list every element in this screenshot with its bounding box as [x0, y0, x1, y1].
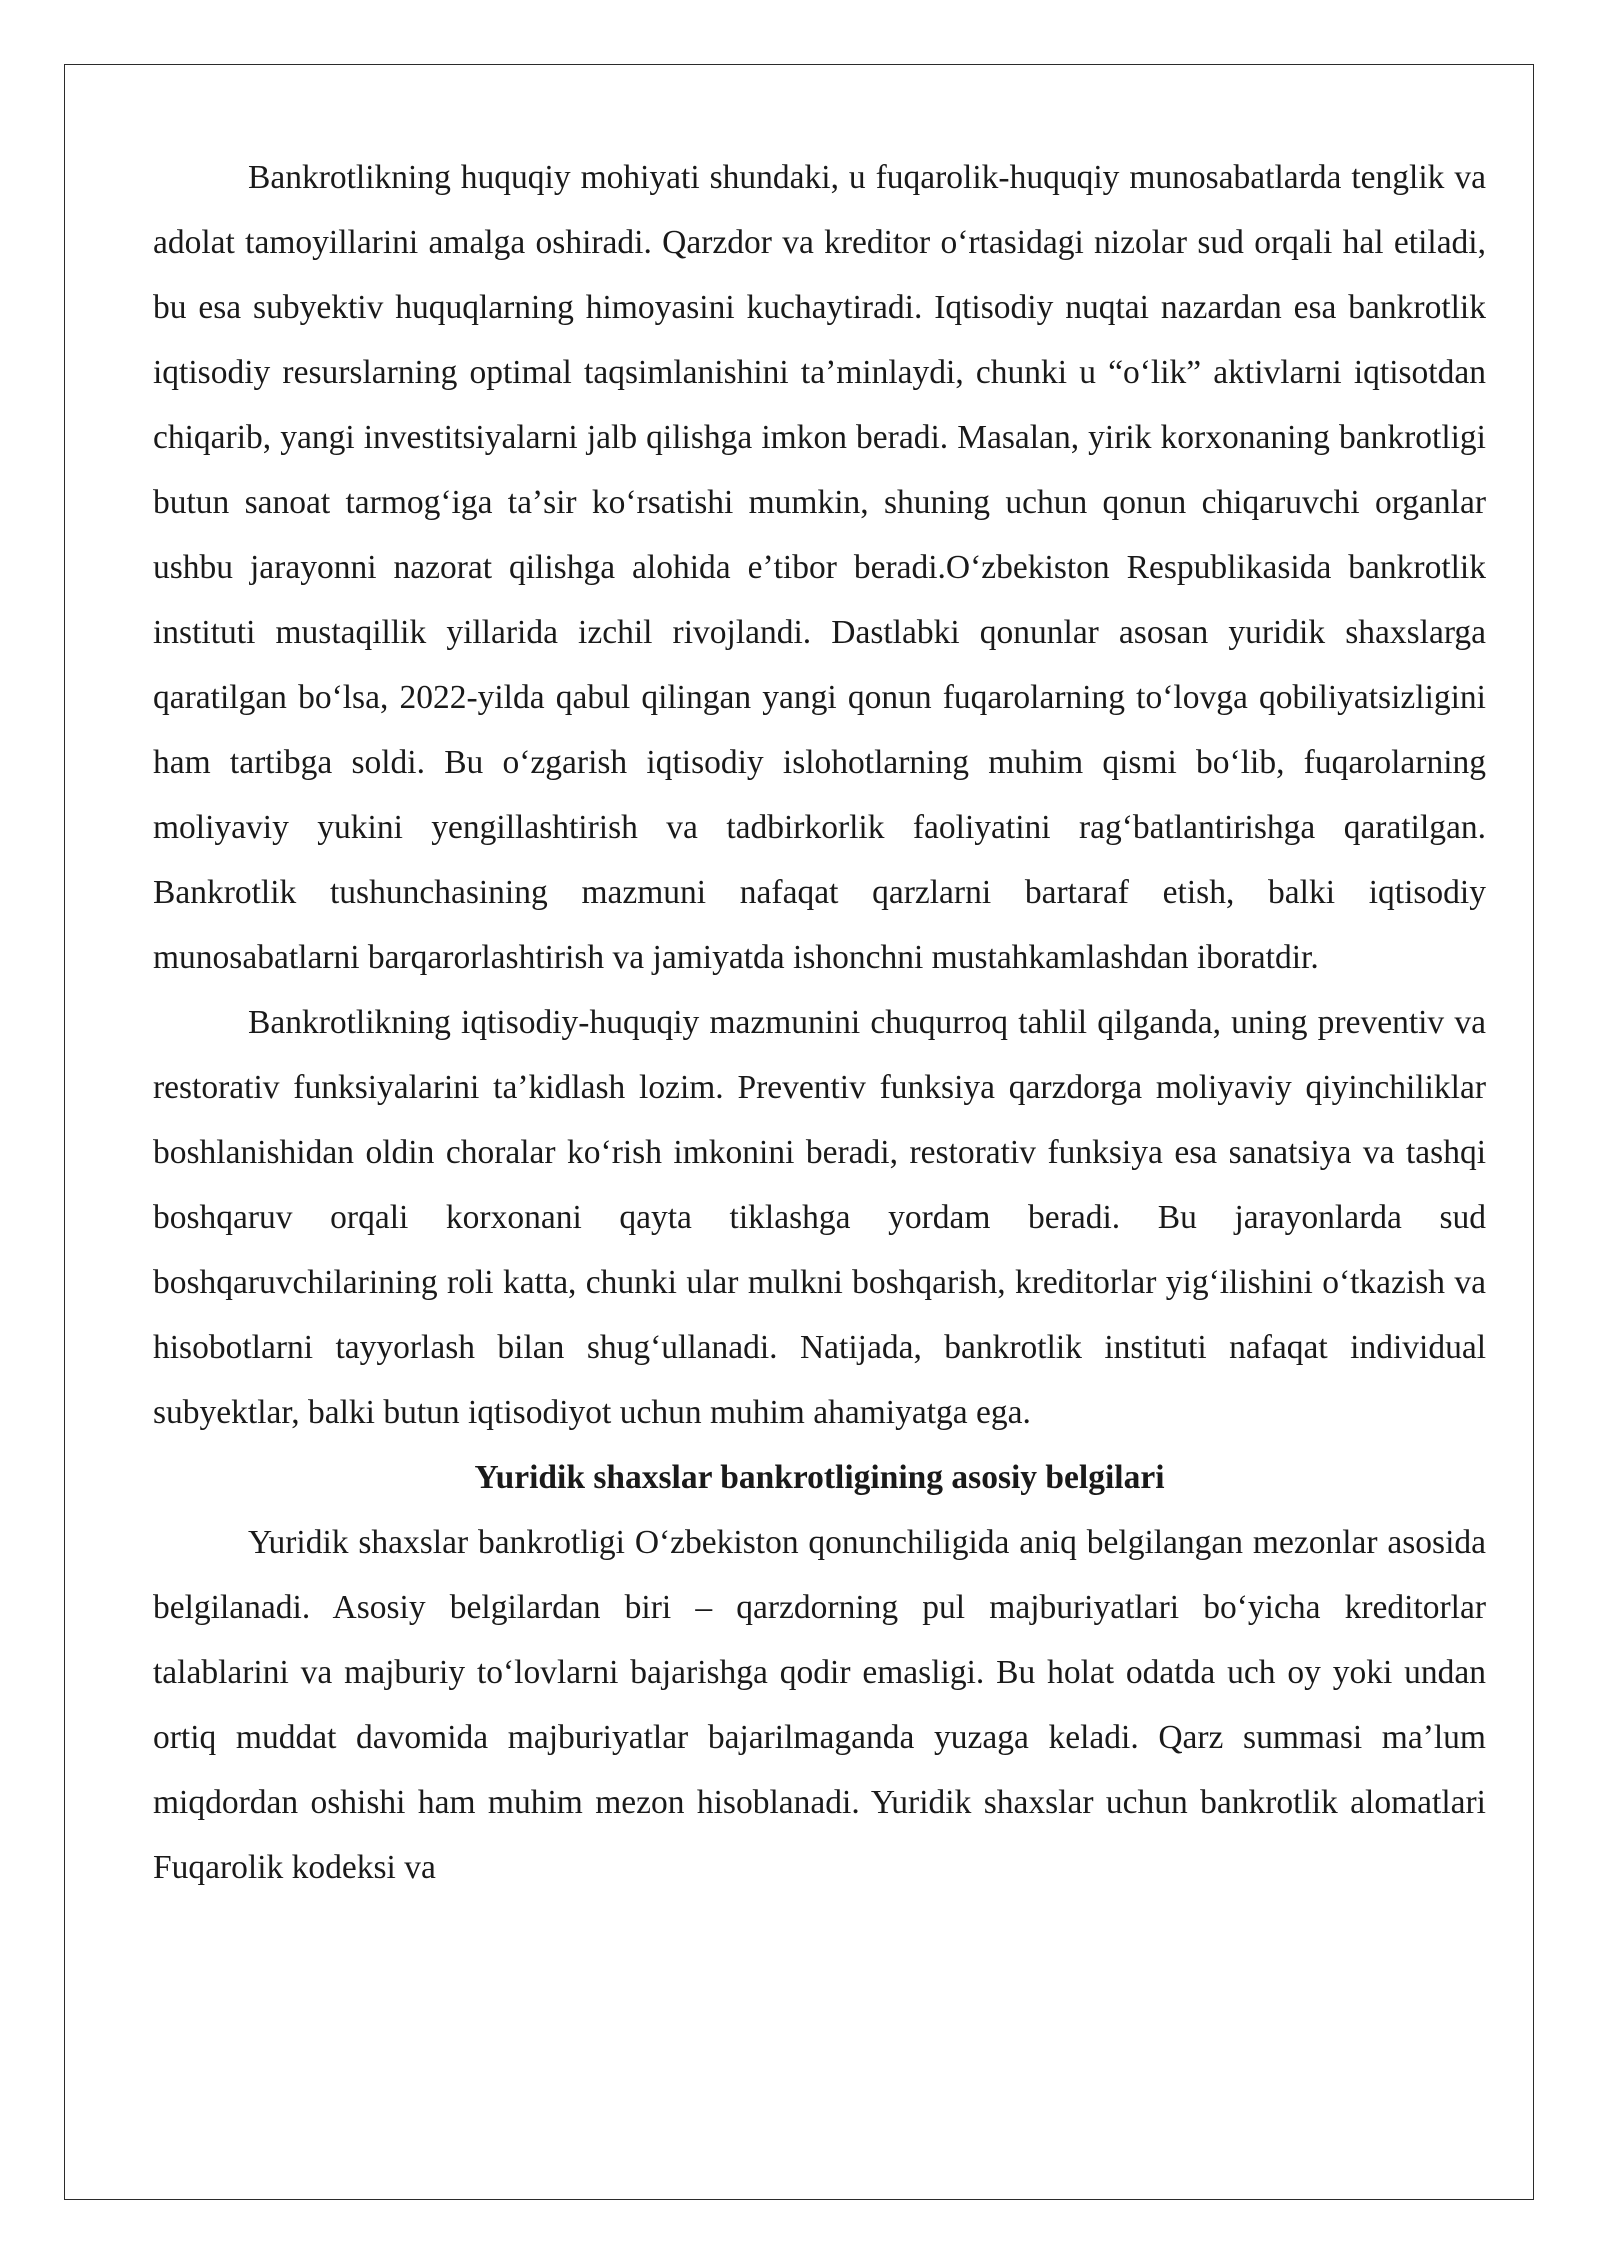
body-paragraph-2: Bankrotlikning iqtisodiy-huquqiy mazmunini chuqurroq tahlil qilganda, uning preventiv va restorativ funksiyalarini taʼkidlash lozim. Preventiv funksiya qarzdorga moliyaviy qiyinchiliklar boshlanishidan oldin choralar koʻrish imkonini beradi, restorativ funksiya esa sanatsiya va tashqi boshqaruv orqali korxonani qayta tiklashga yordam beradi. Bu jarayonlarda sud boshqaruvchilarining roli katta, chunki ular mulkni boshqarish, kreditorlar yigʻilishini oʻtkazish va hisobotlarni tayyorlash bilan shugʻullanadi. Natijada, bankrotlik instituti nafaqat individual subyektlar, balki butun iqtisodiyot uchun muhim ahamiyatga ega. [153, 1004, 1486, 1431]
body-paragraph-1: Bankrotlikning huquqiy mohiyati shundaki, u fuqarolik-huquqiy munosabatlarda tenglik va adolat tamoyillarini amalga oshiradi. Qarzdor va kreditor oʻrtasidagi nizolar sud orqali hal etiladi, bu esa subyektiv huquqlarning himoyasini kuchaytiradi. Iqtisodiy nuqtai nazardan esa bankrotlik iqtisodiy resurslarning optimal taqsimlanishini taʼminlaydi, chunki u “oʻlik” aktivlarni iqtisotdan chiqarib, yangi investitsiyalarni jalb qilishga imkon beradi. Masalan, yirik korxonaning bankrotligi butun sanoat tarmogʻiga taʼsir koʻrsatishi mumkin, shuning uchun qonun chiqaruvchi organlar ushbu jarayonni nazorat qilishga alohida eʼtibor beradi.Oʻzbekiston Respublikasida bankrotlik instituti mustaqillik yillarida izchil rivojlandi. Dastlabki qonunlar asosan yuridik shaxslarga qaratilgan boʻlsa, 2022-yilda qabul qilingan yangi qonun fuqarolarning toʻlovga qobiliyatsizligini ham tartibga soldi. Bu oʻzgarish iqtisodiy islohotlarning muhim qismi boʻlib, fuqarolarning moliyaviy yukini yengillashtirish va tadbirkorlik faoliyatini ragʻbatlantirishga qaratilgan. Bankrotlik tushunchasining mazmuni nafaqat qarzlarni bartaraf etish, balki iqtisodiy munosabatlarni barqarorlashtirish va jamiyatda ishonchni mustahkamlashdan iboratdir. [153, 159, 1486, 976]
section-heading: Yuridik shaxslar bankrotligining asosiy belgilari [474, 1459, 1165, 1496]
section-paragraph: Yuridik shaxslar bankrotligi Oʻzbekiston qonunchiligida aniq belgilangan mezonlar asosida belgilanadi. Asosiy belgilardan biri – qarzdorning pul majburiyatlari boʻyicha kreditorlar talablarini va majburiy toʻlovlarni bajarishga qodir emasligi. Bu holat odatda uch oy yoki undan ortiq muddat davomida majburiyatlar bajarilmaganda yuzaga keladi. Qarz summasi maʼlum miqdordan oshishi ham muhim mezon hisoblanadi. Yuridik shaxslar uchun bankrotlik alomatlari Fuqarolik kodeksi va [153, 1524, 1486, 1886]
document-body [153, 145, 1486, 1900]
